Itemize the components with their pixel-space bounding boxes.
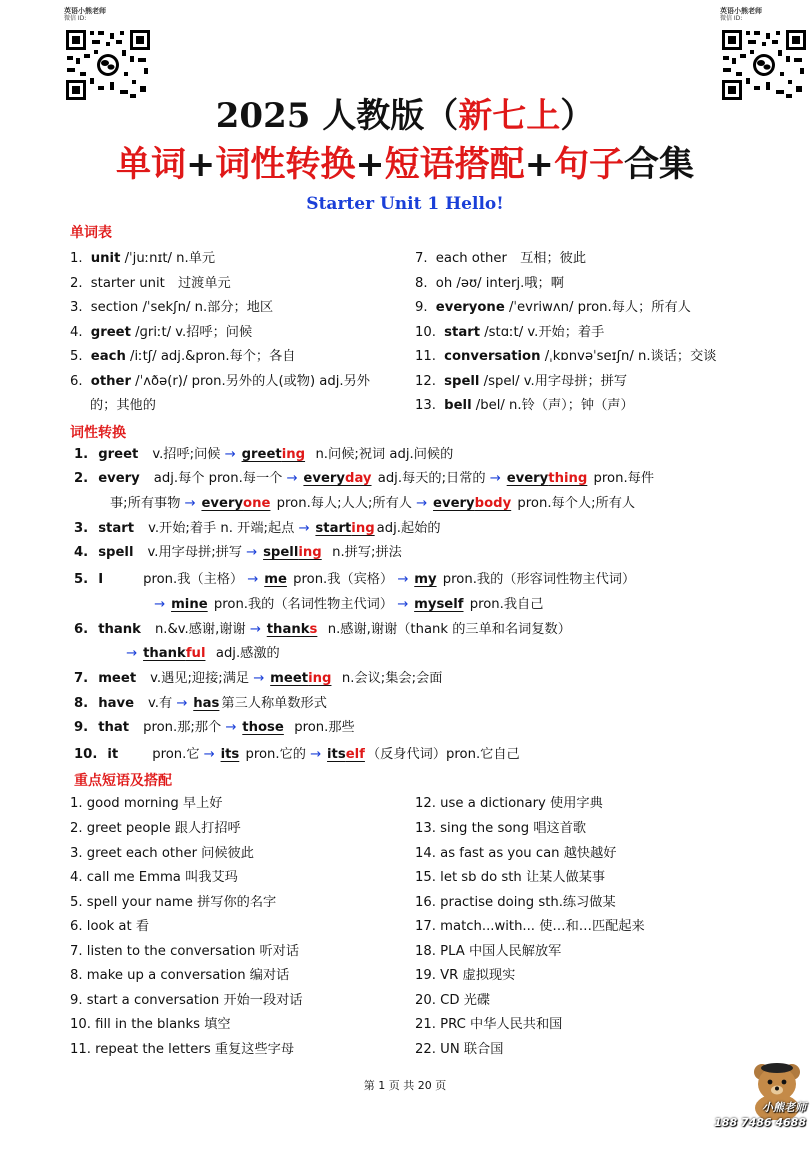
item-number: 9.: [415, 300, 432, 315]
page-number: 第 1 页 共 20 页: [363, 1079, 447, 1092]
phrase-item-right: 21. PRC 中华人民共和国: [415, 1017, 563, 1032]
phrase-item-left: 7. listen to the conversation 听对话: [70, 944, 300, 959]
vocab-word: conversation: [444, 349, 541, 364]
phrase-item-right: 22. UN 联合国: [415, 1042, 504, 1057]
phrase-item-left: 10. fill in the blanks 填空: [70, 1017, 231, 1032]
phrase-item-left: 4. call me Emma 叫我艾玛: [70, 870, 238, 885]
vocab-word: start: [444, 325, 481, 340]
vocab-continuation: 的；其他的: [90, 398, 156, 413]
conversion-row-spell: 4. spell v.用字母拼;拼写 → spelling n.拼写;拼法: [74, 545, 402, 560]
vocab-word: everyone: [435, 300, 505, 315]
phrase-item-left: 11. repeat the letters 重复这些字母: [70, 1042, 295, 1057]
phrase-item-left: 6. look at 看: [70, 919, 150, 934]
qr-code-left: [64, 8, 156, 102]
vocab-meaning: each other 互相；彼此: [435, 251, 587, 266]
vocab-item-left: [70, 324, 252, 342]
brand-left: 英语小熊老师 微信 ID:: [64, 7, 106, 22]
vocab-meaning: /bel/ n.铃（声）；钟（声）: [471, 398, 634, 413]
phrase-item-right: 13. sing the song 唱这首歌: [415, 821, 587, 836]
qr-image-left: [64, 28, 152, 102]
vocab-item-left: [70, 348, 295, 366]
conversion-row-every: 2. every adj.每个 pron.每一个 → everyday adj.每天的;日常的 → everything pron.每件: [74, 471, 655, 486]
unit-title: Starter Unit 1 Hello!: [306, 194, 504, 214]
vocab-item-right: [415, 299, 691, 317]
badge-caption: 小熊老师 188 7486 4688: [714, 1101, 806, 1129]
phrase-item-right: 17. match...with... 使…和…匹配起来: [415, 919, 645, 934]
vocab-item-right: [415, 324, 604, 342]
conversion-row-have: 8. have v.有 → has 第三人称单数形式: [74, 696, 327, 711]
phrase-item-left: 2. greet people 跟人打招呼: [70, 821, 241, 836]
conversion-row-i: 5. I pron.我（主格） → me pron.我（宾格） → my pron.我的（形容词性物主代词）: [74, 572, 636, 587]
vocab-item-left: [70, 299, 273, 317]
item-number: 2.: [70, 276, 87, 291]
vocab-meaning: /iːtʃ/ adj.&pron.每个；各自: [125, 349, 296, 364]
vocab-meaning: /ˈevriwʌn/ pron.每人；所有人: [504, 300, 691, 315]
vocab-word: unit: [90, 251, 121, 266]
vocab-item-right: [415, 348, 716, 366]
item-number: 4.: [70, 325, 87, 340]
conversion-row-that: 9. that pron.那;那个 → those pron.那些: [74, 720, 355, 735]
phrase-item-left: 5. spell your name 拼写你的名字: [70, 895, 277, 910]
vocab-item-left: [70, 275, 231, 293]
vocab-meaning: /ˈjuːnɪt/ n.单元: [120, 251, 216, 266]
vocab-word: other: [90, 374, 131, 389]
phrase-item-right: 19. VR 虚拟现实: [415, 968, 516, 983]
phrase-item-left: 3. greet each other 问候彼此: [70, 846, 254, 861]
document-subtitle: 单词+词性转换+短语搭配+句子合集: [115, 145, 695, 185]
item-number: 13.: [415, 398, 441, 413]
phrase-item-right: 12. use a dictionary 使用字典: [415, 796, 603, 811]
vocab-item-left: [70, 250, 215, 268]
item-number: 3.: [70, 300, 87, 315]
section-heading-phrases: 重点短语及搭配: [74, 773, 172, 789]
vocab-word: bell: [444, 398, 472, 413]
vocab-meaning: oh /əʊ/ interj.哦；啊: [435, 276, 564, 291]
vocab-meaning: /spel/ v.用字母拼；拼写: [479, 374, 628, 389]
vocab-meaning: section /ˈsekʃn/ n.部分；地区: [90, 300, 274, 315]
conversion-row-thank-cont: → thankful adj.感激的: [126, 646, 280, 661]
brand-right: 英语小熊老师 微信 ID:: [720, 7, 762, 22]
conversion-row-greet: 1. greet v.招呼;问候 → greeting n.问候;祝词 adj.问候的: [74, 447, 454, 462]
phrase-item-right: 18. PLA 中国人民解放军: [415, 944, 562, 959]
phrase-item-left: 1. good morning 早上好: [70, 796, 223, 811]
qr-image-right: [720, 28, 808, 102]
phrase-item-left: 8. make up a conversation 编对话: [70, 968, 290, 983]
item-number: 12.: [415, 374, 441, 389]
conversion-row-thank: 6. thank n.&v.感谢,谢谢 → thanks n.感谢,谢谢（thank 的三单和名词复数）: [74, 622, 571, 637]
vocab-meaning: /ɡriːt/ v.招呼；问候: [130, 325, 253, 340]
vocab-item-right: [415, 397, 634, 415]
conversion-row-start: 3. start v.开始;着手 n. 开端;起点 → starting adj.起始的: [74, 521, 441, 536]
section-heading-vocab: 单词表: [70, 225, 112, 241]
phrase-item-right: 15. let sb do sth 让某人做某事: [415, 870, 606, 885]
qr-code-right: [720, 8, 810, 102]
item-number: 8.: [415, 276, 432, 291]
vocab-word: spell: [444, 374, 480, 389]
conversion-row-every-cont: 事;所有事物 → everyone pron.每人;人人;所有人 → everybody pron.每个人;所有人: [110, 496, 636, 511]
vocab-word: greet: [90, 325, 131, 340]
document-title: 2025 人教版（新七上）: [215, 96, 595, 136]
item-number: 1.: [70, 251, 87, 266]
item-number: 10.: [415, 325, 441, 340]
phrase-item-right: 20. CD 光碟: [415, 993, 491, 1008]
vocab-item-right: [415, 250, 586, 268]
item-number: 5.: [70, 349, 87, 364]
item-number: 6.: [70, 374, 87, 389]
item-number: 7.: [415, 251, 432, 266]
phrase-item-left: 9. start a conversation 开始一段对话: [70, 993, 303, 1008]
vocab-item-right: [415, 373, 627, 391]
vocab-meaning: /ˈʌðə(r)/ pron.另外的人(或物) adj.另外: [130, 374, 370, 389]
item-number: 11.: [415, 349, 441, 364]
vocab-meaning: starter unit 过渡单元: [90, 276, 231, 291]
vocab-meaning: /stɑːt/ v.开始；着手: [480, 325, 605, 340]
vocab-item-right: [415, 275, 564, 293]
vocab-meaning: /ˌkɒnvəˈseɪʃn/ n.谈话；交谈: [540, 349, 717, 364]
section-heading-conversion: 词性转换: [70, 425, 126, 441]
phrase-item-right: 16. practise doing sth.练习做某: [415, 895, 616, 910]
conversion-row-it: 10. it pron.它 → its pron.它的 → itself （反身代词）pron.它自己: [74, 747, 520, 762]
vocab-item-left: [70, 373, 370, 391]
phrase-item-right: 14. as fast as you can 越快越好: [415, 846, 617, 861]
conversion-row-i-cont: → mine pron.我的（名词性物主代词） → myself pron.我自己: [154, 597, 544, 612]
conversion-row-meet: 7. meet v.遇见;迎接;满足 → meeting n.会议;集会;会面: [74, 671, 443, 686]
vocab-word: each: [90, 349, 126, 364]
